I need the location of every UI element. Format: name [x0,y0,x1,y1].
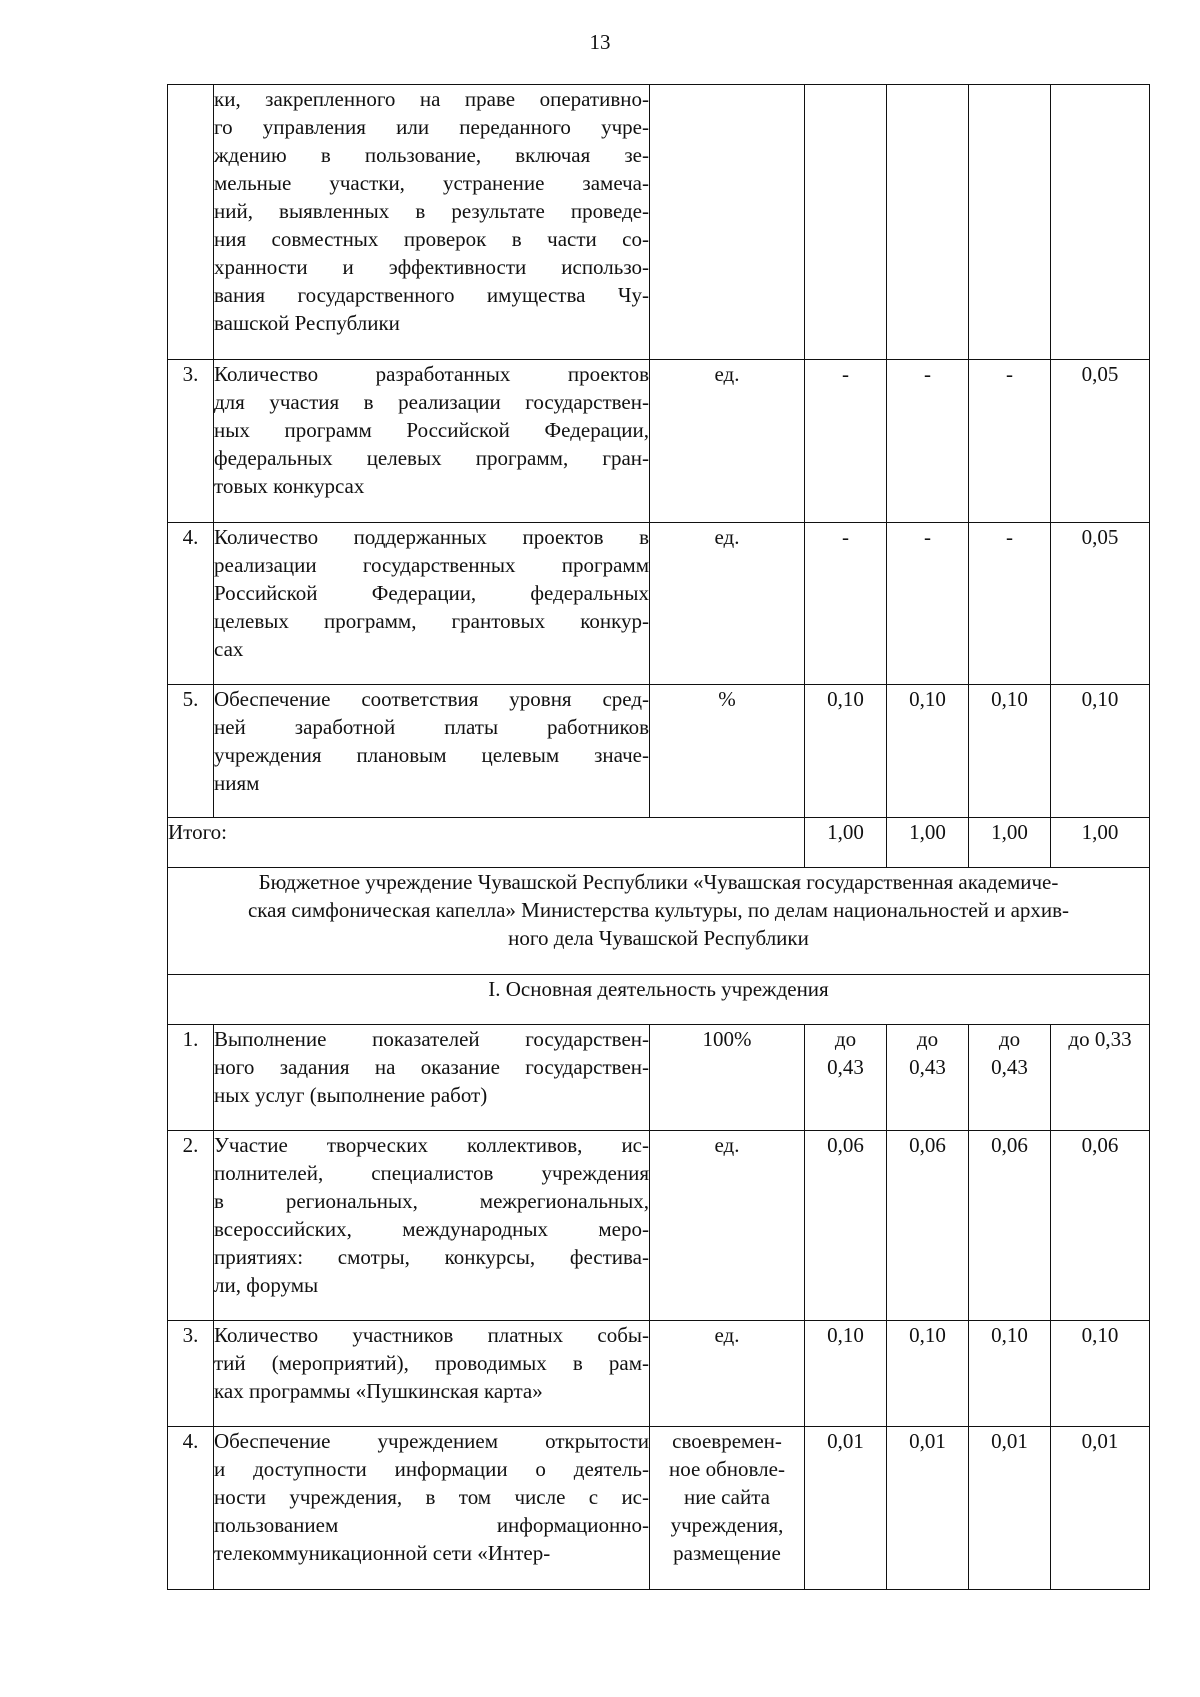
value-cell-lines [805,1131,886,1159]
text-line: всероссийских, международных меро- [214,1217,649,1241]
organization-name [168,868,1150,975]
value-cell: 0,10 [805,685,887,818]
value-cell [805,85,887,360]
value-cell-lines [969,1025,1050,1081]
table-row [168,360,1150,523]
text-line: ности учреждения, в том числе с ис- [214,1485,649,1509]
value-cell: 0,10 [887,685,969,818]
value-cell [805,1025,887,1131]
text-line: ли, форумы [214,1273,319,1297]
value-cell: - [969,523,1051,685]
text-line: и доступности информации о деятель- [214,1457,649,1481]
text-line: го управления или переданного учре- [214,115,649,139]
text-line: Количество поддержанных проектов в [214,525,649,549]
unit-cell-lines [650,1131,804,1159]
text-line: ней заработной платы работников [214,715,649,739]
text-line: Обеспечение соответствия уровня сред- [214,687,649,711]
value-cell: 0,10 [969,685,1051,818]
text-line: 0,10 [827,1323,864,1347]
text-line: ждению в пользование, включая зе- [214,143,649,167]
value-cell [805,1427,887,1590]
unit-cell [650,1131,805,1321]
text-line: Количество разработанных проектов [214,362,649,386]
text-line: размещение [673,1541,781,1565]
text-line: ки, закрепленного на праве оперативно- [214,87,649,111]
indicator-description [214,1131,650,1321]
value-cell-lines [1051,1025,1149,1053]
table-row [168,523,1150,685]
value-cell: - [887,360,969,523]
text-line: тий (мероприятий), проводимых в рам- [214,1351,649,1375]
value-cell [1051,85,1150,360]
value-cell [887,1427,969,1590]
total-value: 1,00 [969,818,1051,868]
value-cell [969,1025,1051,1131]
text-line: целевых программ, грантовых конкур- [214,609,649,633]
text-line: 0,10 [909,1323,946,1347]
value-cell [969,1321,1051,1427]
table-row [168,685,1150,818]
text-line: 0,01 [1081,1429,1119,1453]
text-line: федеральных целевых программ, гран- [214,446,649,470]
value-cell: 0,05 [1051,360,1150,523]
text-line: 0,01 [909,1429,946,1453]
text-line: вания государственного имущества Чу- [214,283,649,307]
row-number: 4. [168,1427,214,1590]
value-cell [969,1427,1051,1590]
value-cell [887,85,969,360]
text-line: вашской Республики [214,311,400,335]
value-cell: - [805,523,887,685]
value-cell [805,1321,887,1427]
text-line: Выполнение показателей государствен- [214,1027,649,1051]
text-line: мельные участки, устранение замеча- [214,171,649,195]
indicators-table [167,84,1150,1590]
text-line: Количество участников платных собы- [214,1323,649,1347]
unit-cell-lines [650,685,804,713]
table-row [168,1131,1150,1321]
value-cell [805,1131,887,1321]
text-line: 0,06 [1081,1133,1119,1157]
indicator-description [214,685,650,818]
unit-cell [650,685,805,818]
text-line: 0,06 [909,1133,946,1157]
text-line: 0,01 [991,1429,1028,1453]
text-line: телекоммуникационной сети «Интер- [214,1541,551,1565]
table-row [168,1427,1150,1590]
value-cell [1051,1427,1150,1590]
text-line: Бюджетное учреждение Чувашской Республики «Чувашская государственная академиче- [258,870,1059,894]
indicator-description-lines [214,1321,649,1405]
text-line: % [718,687,736,711]
unit-cell [650,360,805,523]
text-line: 0,06 [991,1133,1028,1157]
table-body [168,85,1150,1590]
text-line: Участие творческих коллективов, ис- [214,1133,649,1157]
text-line: ед. [714,525,740,549]
text-line: ния совместных проверок в части со- [214,227,649,251]
text-line: ного дела Чувашской Республики [508,926,809,950]
organization-name-lines [168,868,1149,952]
value-cell [969,85,1051,360]
row-number: 1. [168,1025,214,1131]
total-value: 1,00 [887,818,969,868]
row-number: 4. [168,523,214,685]
unit-cell-lines [650,1427,804,1567]
value-cell-lines [1051,1321,1149,1349]
indicator-description [214,1025,650,1131]
text-line: 0,43 [991,1055,1028,1079]
text-line: приятиях: смотры, конкурсы, фестива- [214,1245,649,1269]
total-row [168,818,1150,868]
text-line: ед. [714,1323,740,1347]
text-line: до [998,1027,1021,1051]
text-line: 0,10 [1081,1323,1119,1347]
value-cell-lines [887,1025,968,1081]
row-number: 5. [168,685,214,818]
value-cell [887,1131,969,1321]
text-line: до [834,1027,857,1051]
text-line: хранности и эффективности использо- [214,255,649,279]
unit-cell-lines [650,1025,804,1053]
value-cell [1051,1131,1150,1321]
indicator-description [214,360,650,523]
text-line: до 0,33 [1068,1027,1132,1051]
value-cell: - [969,360,1051,523]
unit-cell-lines [650,523,804,551]
text-line: в региональных, межрегиональных, [214,1189,649,1213]
text-line: до [916,1027,939,1051]
text-line: 0,01 [827,1429,864,1453]
text-line: 0,06 [827,1133,864,1157]
text-line: ний, выявленных в результате проведе- [214,199,649,223]
value-cell-lines [887,1131,968,1159]
section-row [168,975,1150,1025]
text-line: 100% [702,1027,752,1051]
value-cell [1051,1321,1150,1427]
text-line: ед. [714,362,740,386]
value-cell [887,1321,969,1427]
indicator-description-lines [214,523,649,663]
table-row [168,1025,1150,1131]
text-line: полнителей, специалистов учреждения [214,1161,649,1185]
unit-cell [650,1427,805,1590]
organization-row [168,868,1150,975]
indicator-description [214,1321,650,1427]
indicator-description-lines [214,360,649,500]
unit-cell [650,1025,805,1131]
unit-cell-lines [650,360,804,388]
value-cell: 0,05 [1051,523,1150,685]
text-line: Обеспечение учреждением открытости [214,1429,649,1453]
indicator-description-lines [214,85,649,337]
row-number: 2. [168,1131,214,1321]
value-cell-lines [887,1427,968,1455]
value-cell-lines [969,1321,1050,1349]
total-value: 1,00 [1051,818,1150,868]
text-line: ская симфоническая капелла» Министерства культуры, по делам национальностей и архив- [247,898,1070,922]
text-line: ное обновле- [669,1457,785,1481]
text-line: ного задания на оказание государствен- [214,1055,649,1079]
unit-cell-lines [650,1321,804,1349]
text-line: ках программы «Пушкинская карта» [214,1379,543,1403]
table-row [168,1321,1150,1427]
text-line: Российской Федерации, федеральных [214,581,649,605]
page-number: 13 [589,30,611,54]
unit-cell [650,85,805,360]
text-line: ных программ Российской Федерации, [214,418,649,442]
total-value: 1,00 [805,818,887,868]
value-cell: - [887,523,969,685]
row-number [168,85,214,360]
text-line: своевремен- [672,1429,782,1453]
indicator-description [214,85,650,360]
indicator-description-lines [214,1025,649,1109]
text-line: учреждения плановым целевым значе- [214,743,649,767]
table-row [168,85,1150,360]
value-cell: - [805,360,887,523]
text-line: ед. [714,1133,740,1157]
row-number: 3. [168,1321,214,1427]
text-line: 0,43 [909,1055,946,1079]
value-cell-lines [969,1131,1050,1159]
text-line: ниям [214,771,260,795]
indicator-description [214,523,650,685]
text-line: 0,10 [991,1323,1028,1347]
value-cell [969,1131,1051,1321]
text-line: реализации государственных программ [214,553,649,577]
value-cell-lines [1051,1427,1149,1455]
text-line: ных услуг (выполнение работ) [214,1083,488,1107]
unit-cell [650,523,805,685]
value-cell: 0,10 [1051,685,1150,818]
indicator-description-lines [214,1131,649,1299]
value-cell-lines [1051,1131,1149,1159]
section-title: I. Основная деятельность учреждения [168,975,1150,1025]
value-cell-lines [887,1321,968,1349]
text-line: сах [214,637,244,661]
value-cell-lines [805,1025,886,1081]
indicator-description-lines [214,1427,649,1567]
text-line: ние сайта [684,1485,770,1509]
value-cell-lines [969,1427,1050,1455]
value-cell [887,1025,969,1131]
text-line: для участия в реализации государствен- [214,390,649,414]
unit-cell [650,1321,805,1427]
row-number: 3. [168,360,214,523]
text-line: 0,43 [827,1055,864,1079]
value-cell-lines [805,1427,886,1455]
value-cell-lines [805,1321,886,1349]
value-cell [1051,1025,1150,1131]
indicator-description-lines [214,685,649,797]
total-label: Итого: [168,818,805,868]
text-line: учреждения, [670,1513,784,1537]
text-line: пользованием информационно- [214,1513,649,1537]
text-line: товых конкурсах [214,474,365,498]
indicator-description [214,1427,650,1590]
